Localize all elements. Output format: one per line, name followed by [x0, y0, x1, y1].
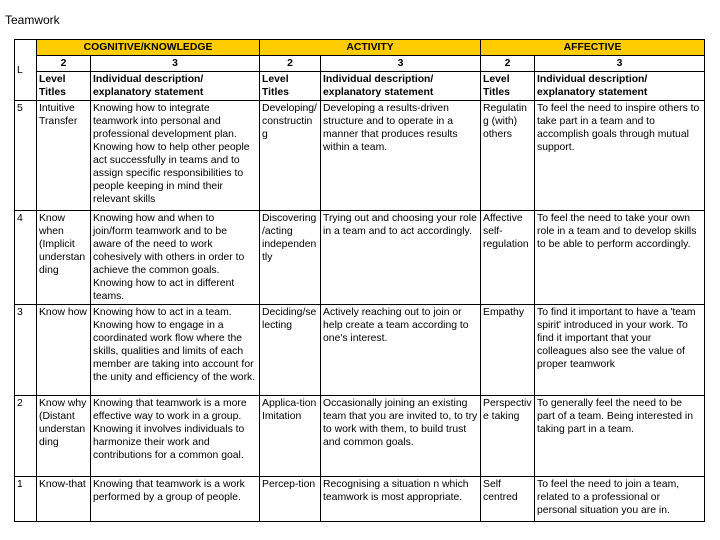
header-corner — [15, 40, 37, 101]
level-number: 3 — [15, 305, 37, 396]
affective-title: Regulating (with) others — [481, 101, 535, 211]
table-row — [15, 305, 705, 396]
table-row — [15, 211, 705, 305]
activity-title: Applica-tion Imitation — [260, 396, 321, 477]
group-activity: ACTIVITY — [260, 40, 481, 56]
table-row — [15, 477, 705, 522]
table-row — [15, 396, 705, 477]
level-number: 2 — [15, 396, 37, 477]
table-row — [15, 101, 705, 211]
col-number: 2 — [481, 56, 535, 72]
activity-title: Deciding/selecting — [260, 305, 321, 396]
affective-description: To feel the need to inspire others to take part in a team and to accomplish goals through mutual support. — [535, 101, 705, 211]
cognitive-title: Know-that — [37, 477, 91, 522]
affective-title: Affective self-regulation — [481, 211, 535, 305]
col-number: 3 — [321, 56, 481, 72]
col-number: 3 — [535, 56, 705, 72]
affective-description: To generally feel the need to be part of a team. Being interested in taking part in a team. — [535, 396, 705, 477]
level-number: 1 — [15, 477, 37, 522]
cognitive-title: Know when (Implicit understanding — [37, 211, 91, 305]
col-number: 3 — [91, 56, 260, 72]
page-title: Teamwork — [5, 13, 60, 27]
col-label: Level Titles — [481, 72, 535, 101]
affective-description: To find it important to have a 'team spirit' introduced in your work. To find it important that your colleagues also see the value of proper teamwork — [535, 305, 705, 396]
col-label: Level Titles — [37, 72, 91, 101]
cognitive-title: Know how — [37, 305, 91, 396]
col-number: 2 — [260, 56, 321, 72]
cognitive-title: Know why (Distant understanding — [37, 396, 91, 477]
cognitive-description: Knowing how to act in a team. Knowing how to engage in a coordinated work flow where the skills, qualities and limits of each member are taking into account for the unity and efficiency of the work. — [91, 305, 260, 396]
col-label: Individual description/ explanatory statement — [535, 72, 705, 101]
level-letter: L — [17, 64, 23, 76]
header-group-row — [15, 40, 705, 56]
affective-title: Self centred — [481, 477, 535, 522]
affective-description: To feel the need to take your own role in a team and to develop skills to be able to perform accordingly. — [535, 211, 705, 305]
cognitive-title: Intuitive Transfer — [37, 101, 91, 211]
group-cognitive: COGNITIVE/KNOWLEDGE — [37, 40, 260, 56]
header-number-row — [15, 56, 705, 72]
activity-description: Trying out and choosing your role in a team and to act accordingly. — [321, 211, 481, 305]
affective-title: Empathy — [481, 305, 535, 396]
activity-title: Discovering /acting independently — [260, 211, 321, 305]
cognitive-description: Knowing that teamwork is a work performed by a group of people. — [91, 477, 260, 522]
cognitive-description: Knowing that teamwork is a more effective way to work in a group. Knowing it involves individuals to harmonize their work and contributions for a common goal. — [91, 396, 260, 477]
affective-title: Perspective taking — [481, 396, 535, 477]
activity-description: Occasionally joining an existing team that you are invited to, to try to work with them, to build trust and common goals. — [321, 396, 481, 477]
activity-description: Developing a results-driven structure and to operate in a manner that produces results within a team. — [321, 101, 481, 211]
col-label: Individual description/ explanatory statement — [91, 72, 260, 101]
header-label-row — [15, 72, 705, 101]
activity-title: Developing/ constructing — [260, 101, 321, 211]
activity-description: Actively reaching out to join or help create a team according to one's interest. — [321, 305, 481, 396]
group-affective: AFFECTIVE — [481, 40, 705, 56]
col-label: Individual description/ explanatory statement — [321, 72, 481, 101]
level-number: 5 — [15, 101, 37, 211]
col-label: Level Titles — [260, 72, 321, 101]
cognitive-description: Knowing how and when to join/form teamwork and to be aware of the need to work cohesively with others in order to achieve the common goals. Knowing how to act in different teams. — [91, 211, 260, 305]
activity-title: Percep-tion — [260, 477, 321, 522]
level-number: 4 — [15, 211, 37, 305]
activity-description: Recognising a situation n which teamwork is most appropriate. — [321, 477, 481, 522]
cognitive-description: Knowing how to integrate teamwork into personal and professional development plan. Knowing how to help other people act successfully in teams and to assign specific responsibilities to people keeping in mind their relevant skills — [91, 101, 260, 211]
affective-description: To feel the need to join a team, related to a professional or personal situation you are in. — [535, 477, 705, 522]
col-number: 2 — [37, 56, 91, 72]
teamwork-rubric-table — [14, 39, 705, 522]
